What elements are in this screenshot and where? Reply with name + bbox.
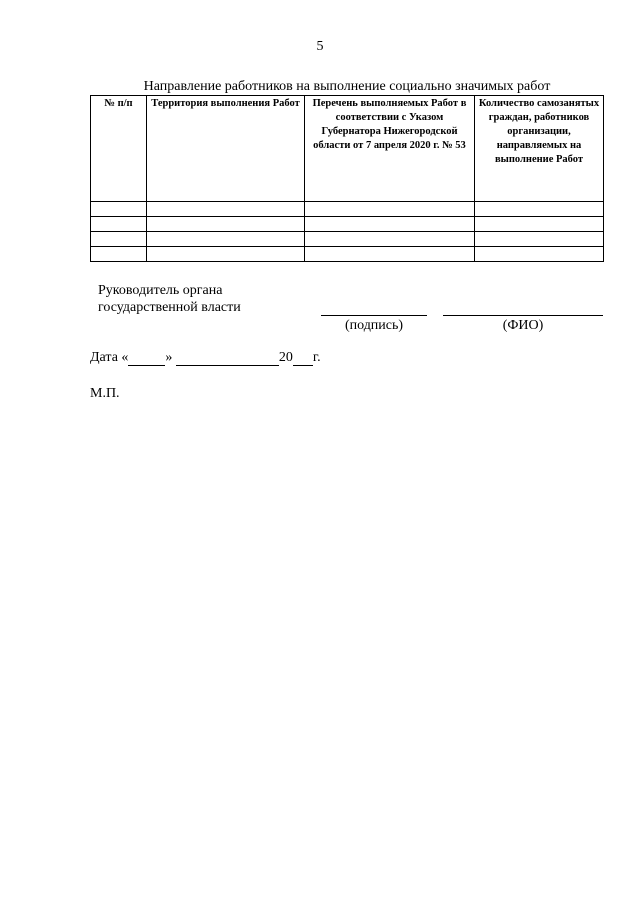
date-quote-close: »	[165, 350, 173, 365]
signatory-title-line1: Руководитель органа	[98, 283, 223, 298]
date-day-blank[interactable]	[128, 352, 165, 366]
table-cell[interactable]	[147, 217, 305, 232]
date-year-blank[interactable]	[293, 352, 313, 366]
column-header-works-list: Перечень выполняемых Работ в соответствии с Указом Губернатора Нижегородской области от 7 апреля 2020 г. № 53	[305, 96, 475, 202]
table-cell[interactable]	[91, 217, 147, 232]
signatory-title-line2: государственной власти	[98, 300, 241, 315]
column-header-number: № п/п	[91, 96, 147, 202]
table-header-row	[91, 96, 604, 202]
works-table	[90, 95, 604, 262]
table-cell[interactable]	[475, 247, 604, 262]
column-header-count: Количество самозанятых граждан, работников организации, направляемых на выполнение Работ	[475, 96, 604, 202]
signatory-title	[98, 282, 241, 316]
table-cell[interactable]	[91, 247, 147, 262]
stamp-place-label: М.П.	[90, 386, 120, 401]
table-title: Направление работников на выполнение социально значимых работ	[143, 79, 551, 94]
date-year-prefix: 20	[278, 350, 293, 365]
table-row	[91, 232, 604, 247]
table-cell[interactable]	[91, 232, 147, 247]
table-cell[interactable]	[475, 217, 604, 232]
table-cell[interactable]	[475, 232, 604, 247]
table-cell[interactable]	[305, 217, 475, 232]
table-row	[91, 202, 604, 217]
date-line	[90, 350, 321, 366]
table-cell[interactable]	[147, 247, 305, 262]
table-cell[interactable]	[475, 202, 604, 217]
table-cell[interactable]	[305, 247, 475, 262]
full-name-line[interactable]	[443, 315, 603, 316]
table-row	[91, 217, 604, 232]
table-cell[interactable]	[305, 202, 475, 217]
page-number: 5	[316, 39, 324, 54]
signature-caption: (подпись)	[344, 318, 404, 333]
date-prefix: Дата «	[90, 350, 129, 365]
date-month-blank[interactable]	[176, 352, 279, 366]
full-name-caption: (ФИО)	[502, 318, 544, 333]
column-header-territory: Территория выполнения Работ	[147, 96, 305, 202]
table-cell[interactable]	[305, 232, 475, 247]
table-row	[91, 247, 604, 262]
signature-line[interactable]	[321, 315, 427, 316]
table-cell[interactable]	[147, 232, 305, 247]
table-cell[interactable]	[91, 202, 147, 217]
table-cell[interactable]	[147, 202, 305, 217]
date-year-suffix: г.	[312, 350, 321, 365]
